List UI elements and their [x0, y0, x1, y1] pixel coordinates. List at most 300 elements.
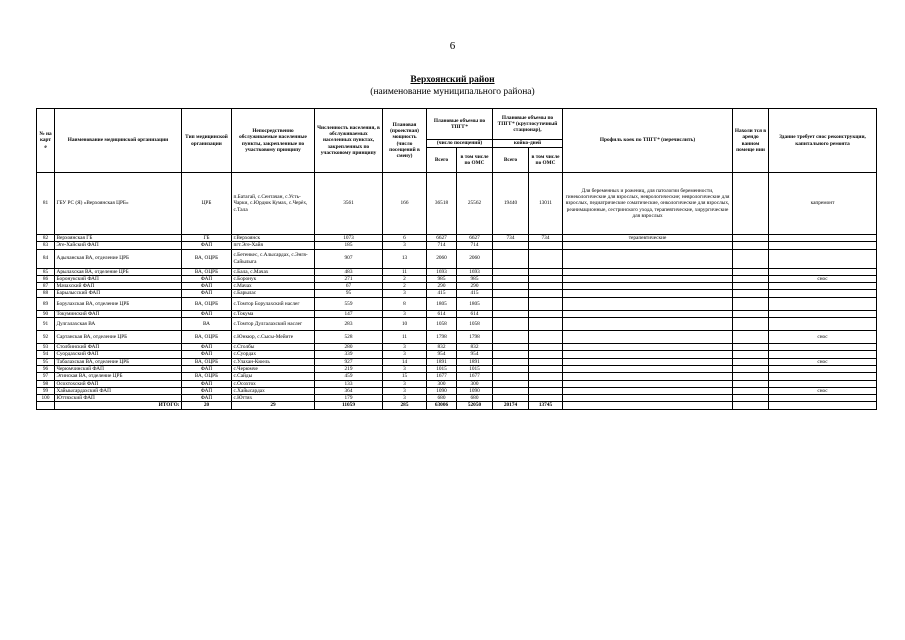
cell-served: с.Барылас — [232, 290, 315, 297]
cell-population: 364 — [315, 387, 383, 394]
cell-visits-total: 1693 — [427, 268, 457, 275]
cell-population: 219 — [315, 365, 383, 372]
cell-org: Мачахский ФАП — [55, 283, 182, 290]
table-row — [37, 344, 877, 351]
cell-beds-total — [493, 395, 529, 402]
cell-org: Суордахский ФАП — [55, 351, 182, 358]
cell-repair — [769, 380, 877, 387]
cell-beds-total — [493, 275, 529, 282]
table-row — [37, 310, 877, 317]
cell-capacity: 166 — [383, 173, 427, 235]
cell-rent — [733, 242, 769, 249]
header-repair: Здание требует снос реконструкции, капитального ремонта — [769, 109, 877, 173]
cell-type: ВА, ОЦРБ — [182, 373, 232, 380]
cell-visits-total: 1015 — [427, 365, 457, 372]
cell-beds-total — [493, 297, 529, 310]
cell-org: Боронукский ФАП — [55, 275, 182, 282]
cell-type: ФАП — [182, 290, 232, 297]
cell-beds-total: 19440 — [493, 173, 529, 235]
table-row — [37, 358, 877, 365]
cell-org: Сартанская ВА, отделение ЦРБ — [55, 331, 182, 344]
cell-beds-oms — [529, 373, 563, 380]
cell-rent — [733, 297, 769, 310]
cell-beds-total — [493, 380, 529, 387]
cell-population: 3561 — [315, 173, 383, 235]
cell-beds-total — [493, 242, 529, 249]
cell-rent — [733, 173, 769, 235]
cell-org: Барылысский ФАП — [55, 290, 182, 297]
cell-profile — [563, 297, 733, 310]
cell-org: Арылахская ВА, отделение ЦРБ — [55, 268, 182, 275]
cell-capacity: 6 — [383, 235, 427, 242]
header-beds-total: Всего — [493, 148, 529, 173]
cell-beds-total — [493, 283, 529, 290]
total-population: 11059 — [315, 402, 383, 409]
cell-num: 88 — [37, 290, 55, 297]
cell-num: 92 — [37, 331, 55, 344]
cell-beds-total: 734 — [493, 235, 529, 242]
cell-repair — [769, 268, 877, 275]
cell-org: Дулгалахская ВА — [55, 318, 182, 331]
cell-org: Токуминский ФАП — [55, 310, 182, 317]
cell-served: с.Суордах — [232, 351, 315, 358]
cell-capacity: 15 — [383, 373, 427, 380]
cell-org: Столбинский ФАП — [55, 344, 182, 351]
cell-served: п.Батагай, с.Сентачан, с.Усть- Чарки, с.Юрдюк Кумах, с.Черѐх, с.Тала — [232, 173, 315, 235]
cell-population: 927 — [315, 358, 383, 365]
cell-served: с.Бала, с.Мачах — [232, 268, 315, 275]
cell-beds-total — [493, 387, 529, 394]
cell-visits-oms: 1798 — [457, 331, 493, 344]
table-row — [37, 373, 877, 380]
cell-visits-total: 832 — [427, 344, 457, 351]
cell-capacity: 13 — [383, 249, 427, 268]
cell-num: 83 — [37, 242, 55, 249]
cell-population: 185 — [315, 242, 383, 249]
cell-profile: Для беременных и рожениц, для патологии беременности, гинекологические для взрослых, неврологические; неврологические для взрослых, педиатрические соматические, онкологические для взрослых, реанимационные, сестринского ухода, терапевтические, хирургические для взрослых — [563, 173, 733, 235]
cell-rent — [733, 380, 769, 387]
cell-repair: снос — [769, 331, 877, 344]
cell-visits-total: 6627 — [427, 235, 457, 242]
cell-profile — [563, 318, 733, 331]
cell-type: ГБ — [182, 235, 232, 242]
cell-rent — [733, 373, 769, 380]
cell-type: ВА, ОЦРБ — [182, 331, 232, 344]
cell-beds-oms — [529, 387, 563, 394]
cell-repair — [769, 235, 877, 242]
table-row — [37, 290, 877, 297]
cell-profile — [563, 373, 733, 380]
cell-capacity: 3 — [383, 290, 427, 297]
cell-repair — [769, 365, 877, 372]
header-planned-beds: Плановые объемы по ТПГГ* (круглосуточный стационар), — [493, 109, 563, 140]
cell-num: 84 — [37, 249, 55, 268]
table-row — [37, 331, 877, 344]
header-planned-beds-sub: койко-дней — [493, 140, 563, 148]
cell-visits-total: 614 — [427, 310, 457, 317]
cell-profile — [563, 310, 733, 317]
cell-beds-oms — [529, 331, 563, 344]
cell-num: 95 — [37, 358, 55, 365]
cell-capacity: 3 — [383, 365, 427, 372]
cell-repair — [769, 318, 877, 331]
table-row — [37, 297, 877, 310]
cell-profile — [563, 387, 733, 394]
cell-beds-oms: 734 — [529, 235, 563, 242]
cell-served: с.Черюмче — [232, 365, 315, 372]
header-served: Непосредственно обслуживаемые населенные пункты, закрепленные по участковому принципу — [232, 109, 315, 173]
cell-num: 93 — [37, 344, 55, 351]
table-row — [37, 249, 877, 268]
cell-served: с.Столбы — [232, 344, 315, 351]
table-row — [37, 235, 877, 242]
cell-visits-total: 714 — [427, 242, 457, 249]
cell-visits-oms: 415 — [457, 290, 493, 297]
cell-repair: капремонт — [769, 173, 877, 235]
cell-num: 85 — [37, 268, 55, 275]
cell-num: 99 — [37, 387, 55, 394]
cell-repair — [769, 351, 877, 358]
cell-type: ФАП — [182, 351, 232, 358]
cell-population: 271 — [315, 275, 383, 282]
cell-capacity: 14 — [383, 358, 427, 365]
cell-rent — [733, 290, 769, 297]
cell-served: пгт.Эге-Хайя — [232, 242, 315, 249]
table-body — [37, 173, 877, 410]
cell-rent — [733, 365, 769, 372]
cell-repair — [769, 310, 877, 317]
cell-num: 87 — [37, 283, 55, 290]
cell-type: ФАП — [182, 242, 232, 249]
cell-num: 90 — [37, 310, 55, 317]
cell-beds-total — [493, 249, 529, 268]
cell-beds-total — [493, 351, 529, 358]
header-capacity: Плановая (проектная) мощность (число посещений в смену) — [383, 109, 427, 173]
cell-rent — [733, 331, 769, 344]
cell-capacity: 2 — [383, 275, 427, 282]
cell-org: Черюмчинский ФАП — [55, 365, 182, 372]
total-empty-cell — [769, 402, 877, 409]
cell-type: ФАП — [182, 344, 232, 351]
table-row — [37, 395, 877, 402]
cell-population: 67 — [315, 283, 383, 290]
cell-visits-oms: 290 — [457, 283, 493, 290]
cell-repair — [769, 395, 877, 402]
cell-profile — [563, 283, 733, 290]
cell-beds-total — [493, 365, 529, 372]
cell-visits-oms: 2060 — [457, 249, 493, 268]
cell-profile — [563, 380, 733, 387]
cell-population: 179 — [315, 395, 383, 402]
total-empty-cell — [37, 402, 55, 409]
table-row — [37, 275, 877, 282]
cell-beds-total — [493, 268, 529, 275]
cell-served: с.Томтор Дулгалахский наслег — [232, 318, 315, 331]
cell-profile — [563, 290, 733, 297]
cell-beds-oms — [529, 268, 563, 275]
cell-profile — [563, 365, 733, 372]
cell-capacity: 3 — [383, 344, 427, 351]
cell-repair — [769, 283, 877, 290]
cell-type: ФАП — [182, 275, 232, 282]
cell-rent — [733, 387, 769, 394]
cell-served: с.Боронук — [232, 275, 315, 282]
total-empty-cell — [563, 402, 733, 409]
cell-repair: снос — [769, 275, 877, 282]
cell-beds-oms — [529, 318, 563, 331]
cell-served: с.Томтор Борулахский наслег — [232, 297, 315, 310]
cell-beds-total — [493, 358, 529, 365]
cell-population: 559 — [315, 297, 383, 310]
total-label: ИТОГО: — [55, 402, 182, 409]
cell-num: 100 — [37, 395, 55, 402]
cell-visits-total: 954 — [427, 351, 457, 358]
cell-repair — [769, 373, 877, 380]
cell-served: с.Токума — [232, 310, 315, 317]
cell-beds-total — [493, 331, 529, 344]
cell-visits-oms: 1090 — [457, 387, 493, 394]
cell-beds-oms — [529, 358, 563, 365]
cell-profile — [563, 344, 733, 351]
cell-visits-total: 985 — [427, 275, 457, 282]
cell-visits-oms: 1693 — [457, 268, 493, 275]
cell-type: ВА, ОЦРБ — [182, 249, 232, 268]
cell-rent — [733, 344, 769, 351]
total-empty-cell — [733, 402, 769, 409]
cell-population: 528 — [315, 331, 383, 344]
cell-repair: снос — [769, 358, 877, 365]
cell-type: ФАП — [182, 365, 232, 372]
table-row — [37, 173, 877, 235]
cell-profile — [563, 351, 733, 358]
cell-visits-total: 1058 — [427, 318, 457, 331]
cell-num: 86 — [37, 275, 55, 282]
cell-visits-total: 36518 — [427, 173, 457, 235]
cell-population: 907 — [315, 249, 383, 268]
cell-visits-total: 1090 — [427, 387, 457, 394]
cell-type: ВА — [182, 318, 232, 331]
header-visits-oms: в том числе по ОМС — [457, 148, 493, 173]
cell-beds-oms — [529, 380, 563, 387]
header-population: Численность населения, в обслуживаемых населенных пунктах, закрепленных по участковому принципу — [315, 109, 383, 173]
cell-rent — [733, 351, 769, 358]
cell-served: с.Юнкюр, с.Сысы-Мейите — [232, 331, 315, 344]
cell-beds-oms: 13011 — [529, 173, 563, 235]
cell-rent — [733, 318, 769, 331]
cell-served: с.Юттях — [232, 395, 315, 402]
cell-capacity: 3 — [383, 310, 427, 317]
cell-org: Адычанская ВА, отделение ЦРБ — [55, 249, 182, 268]
total-type: 20 — [182, 402, 232, 409]
header-num: № на карт е — [37, 109, 55, 173]
cell-org: Осохтохский ФАП — [55, 380, 182, 387]
page-number: 6 — [449, 40, 456, 52]
cell-visits-oms: 680 — [457, 395, 493, 402]
cell-capacity: 3 — [383, 395, 427, 402]
cell-beds-oms — [529, 395, 563, 402]
cell-capacity: 2 — [383, 283, 427, 290]
cell-population: 147 — [315, 310, 383, 317]
cell-num: 82 — [37, 235, 55, 242]
cell-profile — [563, 358, 733, 365]
table-row — [37, 387, 877, 394]
cell-capacity: 3 — [383, 387, 427, 394]
cell-org: Борулахская ВА, отделение ЦРБ — [55, 297, 182, 310]
cell-visits-total: 1891 — [427, 358, 457, 365]
total-beds-total: 20174 — [493, 402, 529, 409]
cell-beds-oms — [529, 351, 563, 358]
cell-rent — [733, 249, 769, 268]
cell-org: Юттяхский ФАП — [55, 395, 182, 402]
cell-visits-total: 415 — [427, 290, 457, 297]
cell-served: с.Мачах — [232, 283, 315, 290]
cell-population: 1073 — [315, 235, 383, 242]
header-planned-visits: Плановые объемы по ТПГГ* — [427, 109, 493, 140]
cell-beds-oms — [529, 275, 563, 282]
cell-beds-oms — [529, 344, 563, 351]
totals-row — [37, 402, 877, 409]
facilities-table — [36, 108, 877, 410]
cell-population: 95 — [315, 290, 383, 297]
cell-visits-total: 2060 — [427, 249, 457, 268]
cell-capacity: 3 — [383, 380, 427, 387]
cell-beds-oms — [529, 242, 563, 249]
cell-visits-oms: 985 — [457, 275, 493, 282]
cell-org: Эге-Хайский ФАП — [55, 242, 182, 249]
cell-org: Верхоянская ГБ — [55, 235, 182, 242]
cell-repair — [769, 297, 877, 310]
cell-visits-total: 1677 — [427, 373, 457, 380]
district-title: Верхоянский район — [410, 75, 495, 85]
cell-served: с.Осохтох — [232, 380, 315, 387]
header-beds-oms: в том числе по ОМС — [529, 148, 563, 173]
table-row — [37, 242, 877, 249]
header-type: Тип медицинской организации — [182, 109, 232, 173]
cell-capacity: 10 — [383, 318, 427, 331]
cell-visits-oms: 25562 — [457, 173, 493, 235]
cell-type: ВА, ОЦРБ — [182, 358, 232, 365]
cell-visits-total: 1798 — [427, 331, 457, 344]
cell-num: 81 — [37, 173, 55, 235]
cell-type: ЦРБ — [182, 173, 232, 235]
header-visits-total: Всего — [427, 148, 457, 173]
table-row — [37, 268, 877, 275]
cell-num: 91 — [37, 318, 55, 331]
cell-beds-total — [493, 373, 529, 380]
cell-org: Хайыысардахский ФАП — [55, 387, 182, 394]
cell-repair — [769, 290, 877, 297]
cell-visits-total: 680 — [427, 395, 457, 402]
cell-beds-oms — [529, 283, 563, 290]
total-capacity: 285 — [383, 402, 427, 409]
total-served: 29 — [232, 402, 315, 409]
header-profile: Профиль коек по ТПГГ* (перечислить) — [563, 109, 733, 173]
cell-num: 89 — [37, 297, 55, 310]
cell-beds-oms — [529, 365, 563, 372]
cell-type: ФАП — [182, 283, 232, 290]
table-row — [37, 380, 877, 387]
cell-visits-oms: 6627 — [457, 235, 493, 242]
table-row — [37, 351, 877, 358]
cell-visits-oms: 714 — [457, 242, 493, 249]
cell-capacity: 8 — [383, 297, 427, 310]
cell-profile — [563, 395, 733, 402]
cell-served: с.Сайды — [232, 373, 315, 380]
cell-type: ВА, ОЦРБ — [182, 268, 232, 275]
header-rent: Нахоли тся в арендо ванном помеще нии — [733, 109, 769, 173]
cell-beds-oms — [529, 297, 563, 310]
cell-rent — [733, 235, 769, 242]
header-org: Наименование медицинской организации — [55, 109, 182, 173]
cell-capacity: 3 — [383, 242, 427, 249]
cell-visits-oms: 1805 — [457, 297, 493, 310]
cell-org: ГБУ РС (Я) «Верхоянская ЦРБ» — [55, 173, 182, 235]
cell-repair: снос — [769, 387, 877, 394]
total-beds-oms: 13745 — [529, 402, 563, 409]
cell-visits-oms: 1677 — [457, 373, 493, 380]
cell-type: ФАП — [182, 310, 232, 317]
cell-type: ФАП — [182, 380, 232, 387]
cell-capacity: 11 — [383, 268, 427, 275]
cell-population: 133 — [315, 380, 383, 387]
total-visits-oms: 52050 — [457, 402, 493, 409]
cell-repair — [769, 242, 877, 249]
cell-profile — [563, 275, 733, 282]
cell-served: г.Верхоянск — [232, 235, 315, 242]
cell-beds-oms — [529, 290, 563, 297]
table-row — [37, 283, 877, 290]
cell-rent — [733, 395, 769, 402]
cell-profile: терапевтические — [563, 235, 733, 242]
cell-num: 96 — [37, 365, 55, 372]
cell-beds-total — [493, 290, 529, 297]
cell-rent — [733, 283, 769, 290]
cell-visits-total: 1805 — [427, 297, 457, 310]
cell-visits-total: 290 — [427, 283, 457, 290]
cell-capacity: 3 — [383, 351, 427, 358]
cell-population: 459 — [315, 373, 383, 380]
cell-beds-total — [493, 344, 529, 351]
cell-num: 98 — [37, 380, 55, 387]
cell-profile — [563, 268, 733, 275]
table-row — [37, 365, 877, 372]
cell-rent — [733, 275, 769, 282]
cell-beds-oms — [529, 310, 563, 317]
cell-type: ФАП — [182, 395, 232, 402]
table-row — [37, 318, 877, 331]
cell-rent — [733, 268, 769, 275]
total-visits-total: 63006 — [427, 402, 457, 409]
cell-population: 280 — [315, 344, 383, 351]
cell-visits-oms: 1891 — [457, 358, 493, 365]
cell-num: 94 — [37, 351, 55, 358]
cell-profile — [563, 249, 733, 268]
cell-visits-oms: 614 — [457, 310, 493, 317]
cell-visits-oms: 832 — [457, 344, 493, 351]
cell-rent — [733, 358, 769, 365]
cell-org: Табалахская ВА, отделение ЦРБ — [55, 358, 182, 365]
cell-type: ФАП — [182, 387, 232, 394]
cell-population: 483 — [315, 268, 383, 275]
cell-visits-oms: 300 — [457, 380, 493, 387]
cell-beds-total — [493, 310, 529, 317]
district-subtitle: (наименование муниципального района) — [370, 87, 535, 97]
cell-visits-oms: 1058 — [457, 318, 493, 331]
cell-population: 339 — [315, 351, 383, 358]
cell-num: 97 — [37, 373, 55, 380]
cell-served: с.Хайысардах — [232, 387, 315, 394]
cell-visits-total: 300 — [427, 380, 457, 387]
